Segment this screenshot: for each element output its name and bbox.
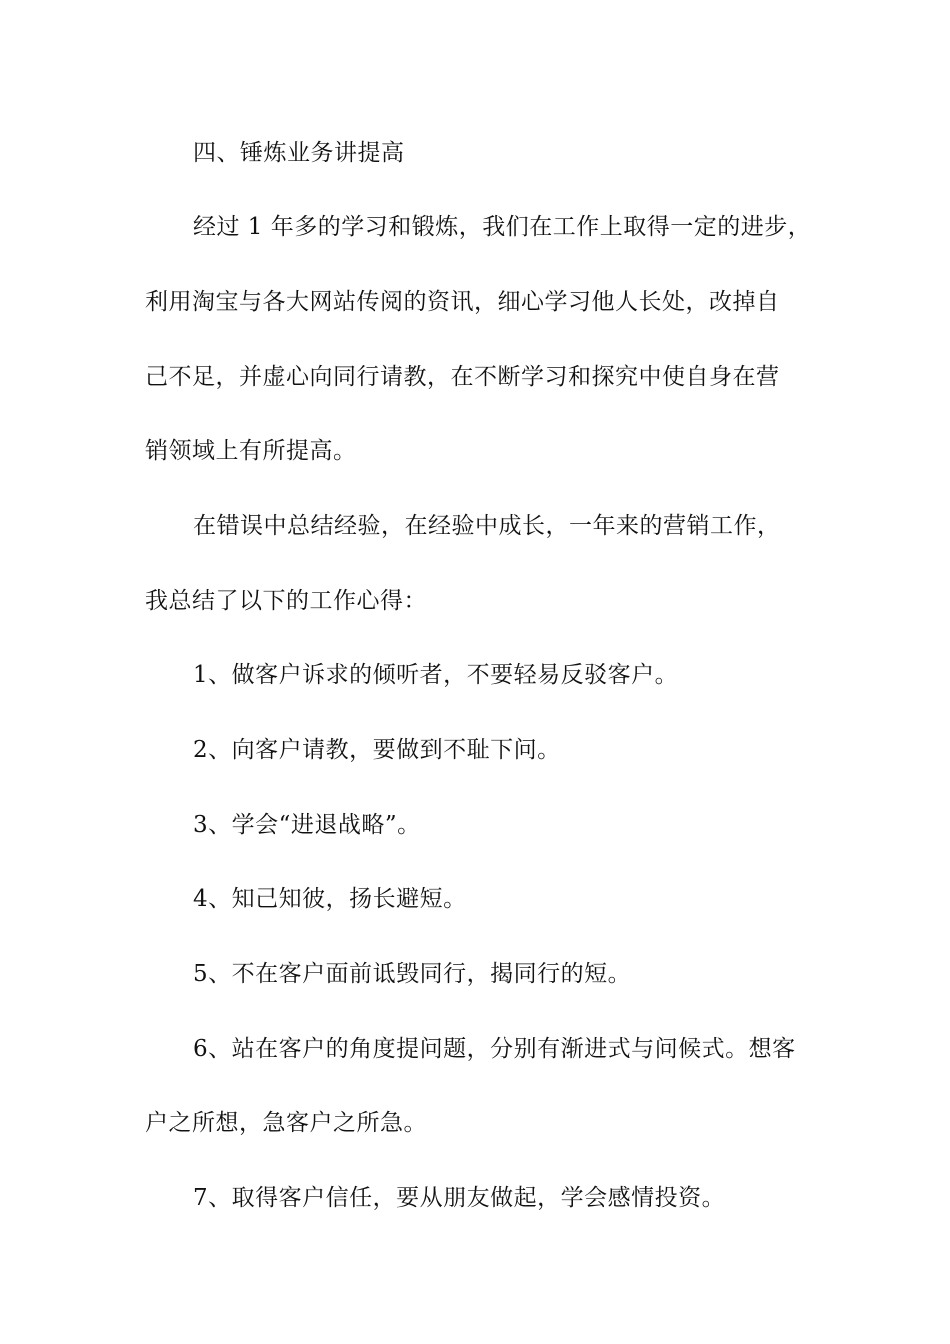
list-item: 1、做客户诉求的倾听者，不要轻易反驳客户。 — [193, 662, 679, 688]
list-item: 2、向客户请教，要做到不耻下问。 — [193, 737, 561, 763]
list-item: 6、站在客户的角度提问题，分别有渐进式与问候式。想客 — [193, 1036, 796, 1062]
paragraph-line: 经过 1 年多的学习和锻炼，我们在工作上取得一定的进步， — [193, 214, 812, 240]
list-item: 4、知己知彼，扬长避短。 — [193, 886, 467, 912]
paragraph-line: 在错误中总结经验，在经验中成长，一年来的营销工作， — [193, 513, 781, 539]
paragraph-line: 利用淘宝与各大网站传阅的资讯，细心学习他人长处，改掉自 — [145, 289, 780, 315]
section-heading: 四、锤炼业务讲提高 — [193, 140, 405, 166]
list-item: 5、不在客户面前诋毁同行，揭同行的短。 — [193, 961, 632, 987]
paragraph-line: 我总结了以下的工作心得： — [145, 588, 427, 614]
list-item: 3、学会“进退战略”。 — [193, 812, 421, 838]
paragraph-line: 销领域上有所提高。 — [145, 438, 357, 464]
paragraph-line: 己不足，并虚心向同行请教，在不断学习和探究中使自身在营 — [145, 364, 780, 390]
list-item: 户之所想，急客户之所急。 — [145, 1110, 427, 1136]
list-item: 7、取得客户信任，要从朋友做起，学会感情投资。 — [193, 1185, 726, 1211]
